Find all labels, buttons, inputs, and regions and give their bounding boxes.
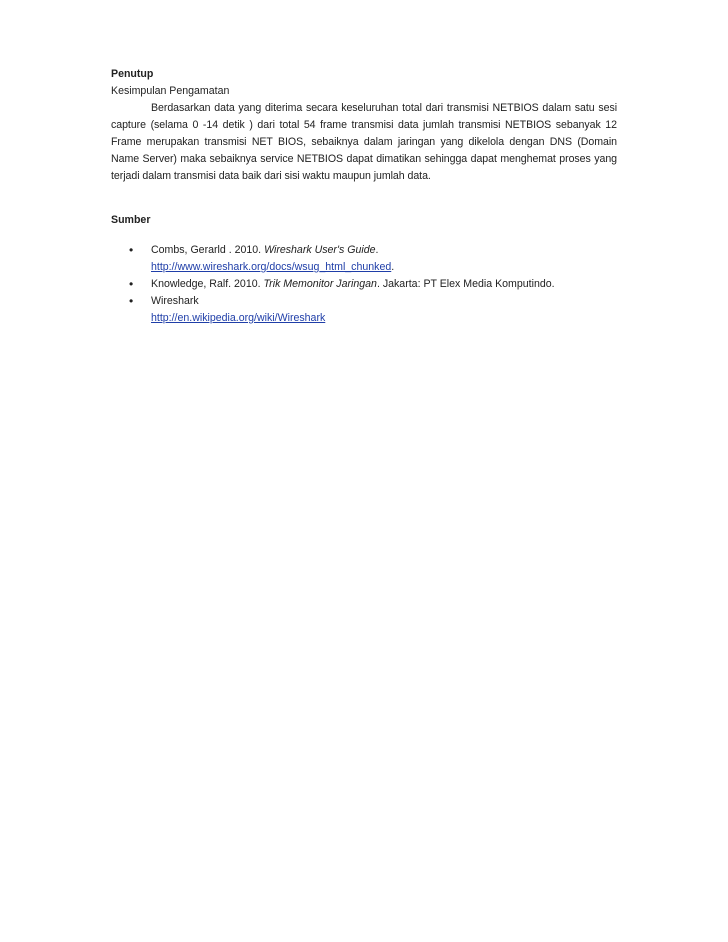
reference-item-combs (111, 242, 617, 276)
reference-author: Combs, Gerarld . 2010. (151, 244, 265, 256)
sources-heading: Sumber (111, 214, 151, 226)
conclusion-paragraph: Berdasarkan data yang diterima secara keseluruhan total dari transmisi NETBIOS dalam satu sesi capture (selama 0 -14 detik ) dari total 54 frame transmisi data jumlah transmisi NETBIOS sebanyak 12 Frame merupakan transmisi NET BIOS, sebaiknya dalam jaringan yang dikelola dengan DNS (Domain Name Server) maka sebaiknya service NETBIOS dapat dimatikan sehingga dapat menghemat proses yang terjadi dalam transmisi data baik dari sisi waktu maupun jumlah data. (111, 102, 617, 182)
reference-suffix: . Jakarta: PT Elex Media Komputindo. (376, 278, 555, 290)
reference-suffix: . (375, 244, 379, 256)
document-page (111, 66, 617, 327)
reference-link-suffix: . (391, 261, 395, 273)
bullet-icon: • (129, 294, 134, 308)
reference-item-knowledge (111, 276, 617, 293)
reference-title: Wireshark (151, 295, 199, 307)
reference-link-wireshark-guide[interactable]: http://www.wireshark.org/docs/wsug_html_chunked (151, 261, 392, 273)
reference-author: Knowledge, Ralf. 2010. (151, 278, 264, 290)
reference-list (111, 242, 617, 327)
section-subheading: Kesimpulan Pengamatan (111, 85, 230, 97)
reference-title: Trik Memonitor Jaringan (263, 278, 377, 290)
reference-item-wireshark (111, 293, 617, 327)
reference-link-wikipedia[interactable]: http://en.wikipedia.org/wiki/Wireshark (151, 312, 326, 324)
reference-title: Wireshark User's Guide (264, 244, 376, 256)
bullet-icon: • (129, 277, 134, 291)
bullet-icon: • (129, 243, 134, 257)
section-heading: Penutup (111, 68, 154, 80)
